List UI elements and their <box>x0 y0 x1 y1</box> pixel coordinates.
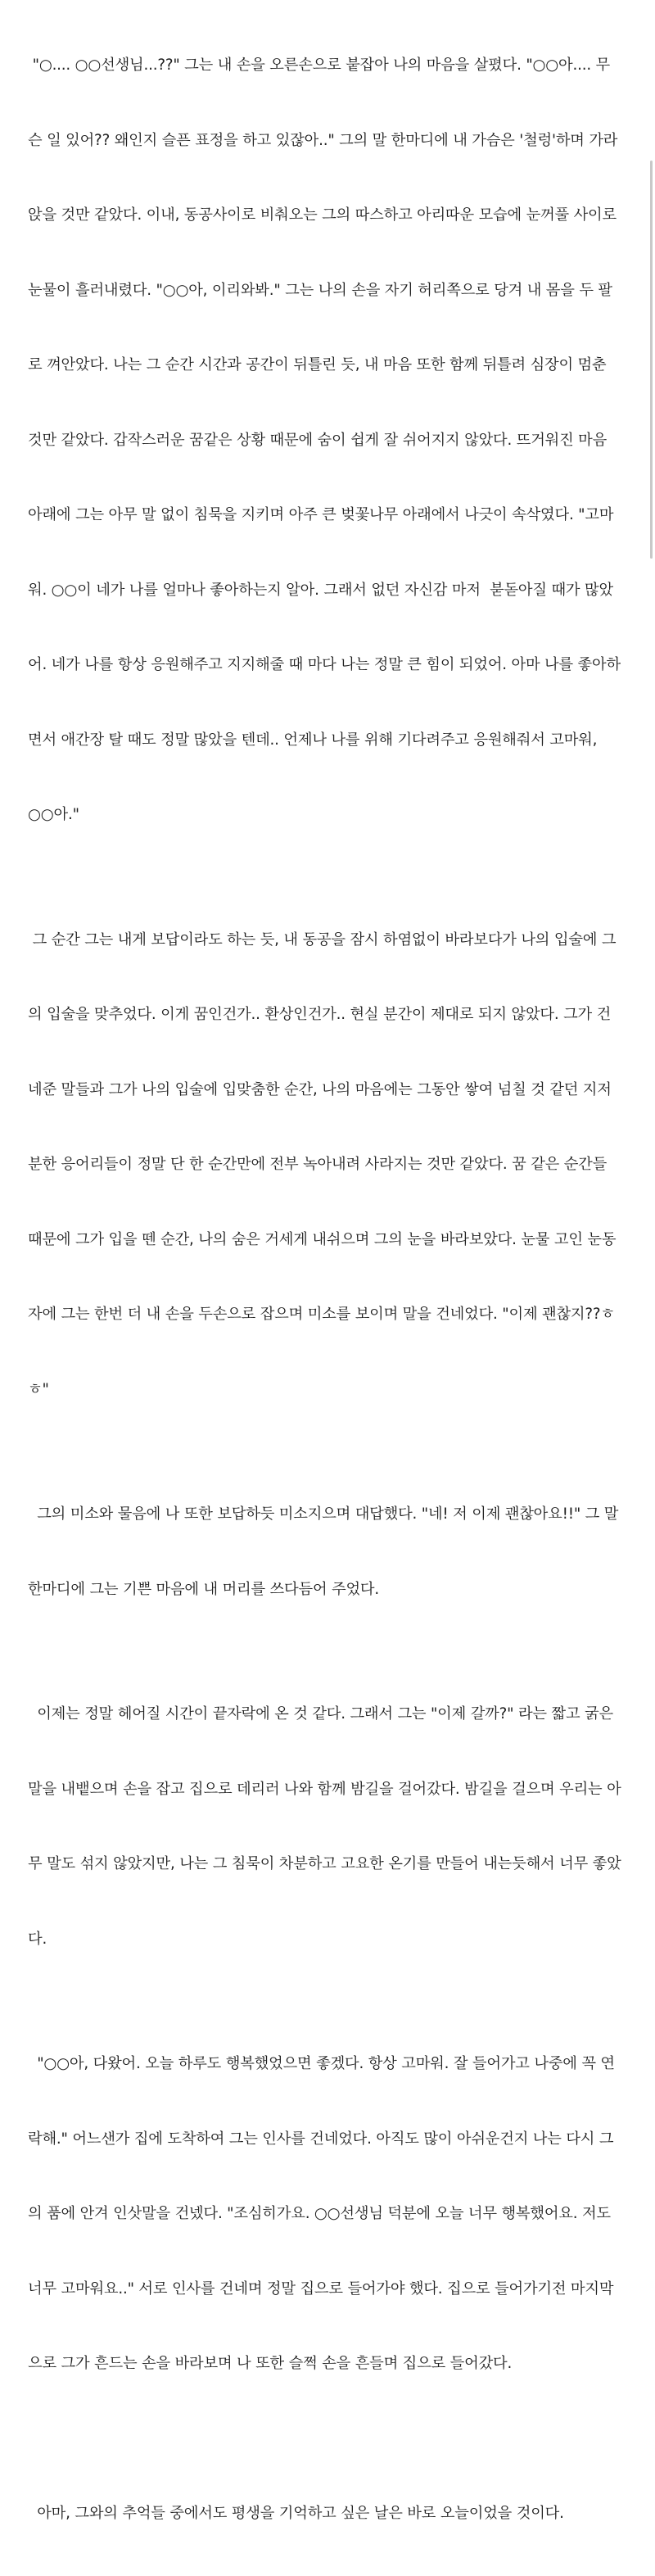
text-line: 그의 미소와 물음에 나 또한 보답하듯 미소지으며 대답했다. "네! 저 이제 괜찮아요!!" 그 말 <box>28 1502 644 1528</box>
document-body <box>28 0 644 2576</box>
text-line: 아마, 그와의 추억들 중에서도 평생을 기억하고 싶은 날은 바로 오늘이었을 것이다. <box>28 2501 644 2527</box>
text-line: 이제는 정말 헤어질 시간이 끝자락에 온 것 같다. 그래서 그는 "이제 갈까?" 라는 짧고 굵은 <box>28 1702 644 1727</box>
paragraph-5 <box>28 2002 644 2427</box>
text-line: 분한 응어리들이 정말 단 한 순간만에 전부 녹아내려 사라지는 것만 같았다. 꿈 같은 순간들 <box>28 1152 644 1178</box>
text-line: 다. <box>28 1927 644 1953</box>
text-line: 말을 내뱉으며 손을 잡고 집으로 데리러 나와 함께 밤길을 걸어갔다. 밤길을 걸으며 우리는 아 <box>28 1777 644 1803</box>
text-line: 어. 네가 나를 항상 응원해주고 지지해줄 때 마다 나는 정말 큰 힘이 되었어. 아마 나를 좋아하 <box>28 653 644 678</box>
text-line: 의 입술을 맞추었다. 이게 꿈인건가.. 환상인건가.. 현실 분간이 제대로 되지 않았다. 그가 건 <box>28 1003 644 1028</box>
text-line: 그 순간 그는 내게 보답이라도 하는 듯, 내 동공을 잠시 하염없이 바라보다가 나의 입술에 그 <box>28 928 644 953</box>
text-line: 앉을 것만 같았다. 이내, 동공사이로 비춰오는 그의 따스하고 아리따운 모습에 눈꺼풀 사이로 <box>28 203 644 229</box>
text-line: 때문에 그가 입을 뗀 순간, 나의 숨은 거세게 내쉬으며 그의 눈을 바라보았다. 눈물 고인 눈동 <box>28 1228 644 1253</box>
text-line: 네준 말들과 그가 나의 입술에 입맞춤한 순간, 나의 마음에는 그동안 쌓여 넘칠 것 같던 지저 <box>28 1078 644 1103</box>
text-line: 무 말도 섞지 않았지만, 나는 그 침묵이 차분하고 고요한 온기를 만들어 내는듯해서 너무 좋았 <box>28 1852 644 1877</box>
scrollbar-thumb[interactable] <box>650 161 653 559</box>
text-line: "○.... ○○선생님...??" 그는 내 손을 오른손으로 붙잡아 나의 마음을 살폈다. "○○아.... 무 <box>28 53 644 79</box>
text-line: 면서 애간장 탈 때도 정말 많았을 텐데.. 언제나 나를 위해 기다려주고 응원해줘서 고마워, <box>28 728 644 754</box>
text-line: 아래에 그는 아무 말 없이 침묵을 지키며 아주 큰 벚꽃나무 아래에서 나긋이 속삭였다. "고마 <box>28 503 644 528</box>
text-line: "○○아, 다왔어. 오늘 하루도 행복했었으면 좋겠다. 항상 고마워. 잘 들어가고 나중에 꼭 연 <box>28 2052 644 2077</box>
text-line: 워. ○○이 네가 나를 얼마나 좋아하는지 알아. 그래서 없던 자신감 마저 붇돋아질 때가 많았 <box>28 578 644 604</box>
text-line: 것만 같았다. 갑작스러운 꿈같은 상황 때문에 숨이 쉽게 잘 쉬어지지 않았다. 뜨거워진 마음 <box>28 428 644 454</box>
paragraph-1 <box>28 0 644 878</box>
text-line: 으로 그가 흔드는 손을 바라보며 나 또한 슬쩍 손을 흔들며 집으로 들어갔다. <box>28 2352 644 2377</box>
text-line: 너무 고마워요.." 서로 인사를 건네며 정말 집으로 들어가야 했다. 집으로 들어가기전 마지막 <box>28 2277 644 2302</box>
paragraph-gap <box>28 2427 644 2452</box>
paragraph-6 <box>28 2452 644 2576</box>
paragraph-2 <box>28 878 644 1453</box>
text-line: 눈물이 흘러내렸다. "○○아, 이리와봐." 그는 나의 손을 자기 허리쪽으로 당겨 내 몸을 두 팔 <box>28 278 644 304</box>
text-line: 슨 일 있어?? 왜인지 슬픈 표정을 하고 있잖아.." 그의 말 한마디에 내 가슴은 '철렁'하며 가라 <box>28 129 644 154</box>
paragraph-4 <box>28 1652 644 2002</box>
text-line: 한마디에 그는 기쁜 마음에 내 머리를 쓰다듬어 주었다. <box>28 1578 644 1603</box>
text-line: 로 껴안았다. 나는 그 순간 시간과 공간이 뒤틀린 듯, 내 마음 또한 함께 뒤틀려 심장이 멈춘 <box>28 353 644 378</box>
paragraph-3 <box>28 1452 644 1652</box>
text-line: 자에 그는 한번 더 내 손을 두손으로 잡으며 미소를 보이며 말을 건네었다. "이제 괜찮지??ㅎ <box>28 1302 644 1328</box>
text-line: ㅎ" <box>28 1378 644 1403</box>
text-line: 의 품에 안겨 인삿말을 건넸다. "조심히가요. ○○선생님 덕분에 오늘 너무 행복했어요. 저도 <box>28 2202 644 2227</box>
text-line: 락해." 어느샌가 집에 도착하여 그는 인사를 건네었다. 아직도 많이 아쉬운건지 나는 다시 그 <box>28 2127 644 2153</box>
text-line: ○○아." <box>28 803 644 828</box>
